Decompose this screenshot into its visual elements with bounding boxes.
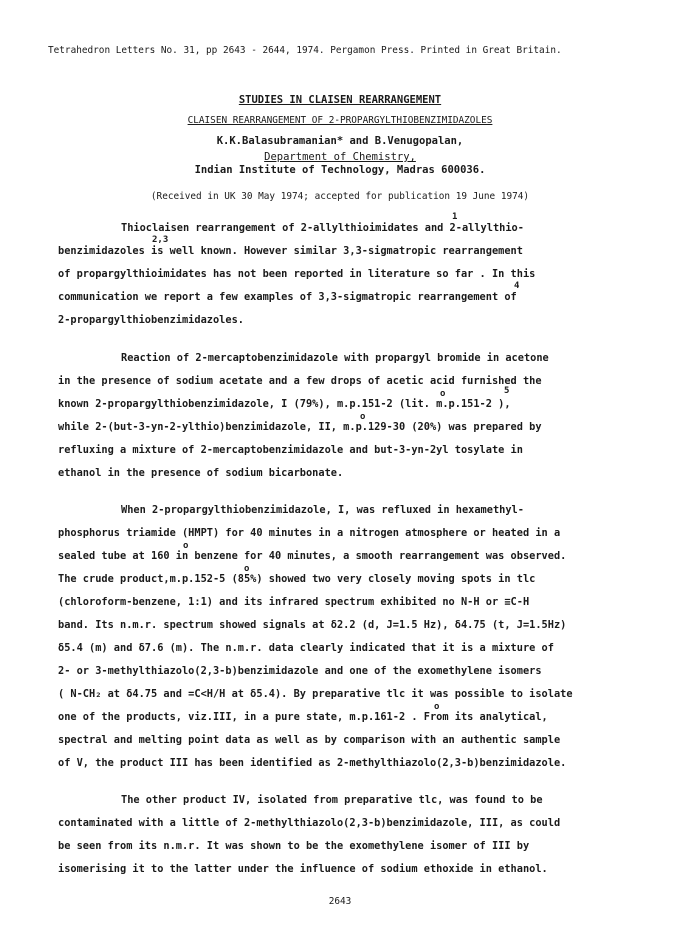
body-line: Reaction of 2-mercaptobenzimidazole with propargyl bromide in acetone <box>121 352 549 364</box>
journal-header: Tetrahedron Letters No. 31, pp 2643 - 2644, 1974. Pergamon Press. Printed in Great Britain. <box>48 45 562 56</box>
degree-superscript: o <box>360 412 366 422</box>
received-dates: (Received in UK 30 May 1974; accepted for publication 19 June 1974) <box>150 191 530 202</box>
body-line: When 2-propargylthiobenzimidazole, I, was refluxed in hexamethyl- <box>121 504 524 516</box>
body-line: (chloroform-benzene, 1:1) and its infrared spectrum exhibited no N-H or ≡C-H <box>58 596 530 608</box>
body-line: be seen from its n.m.r. It was shown to be the exomethylene isomer of III by <box>58 840 530 852</box>
body-line: sealed tube at 160 in benzene for 40 minutes, a smooth rearrangement was observed. <box>58 550 567 562</box>
reference-superscript: 4 <box>514 281 520 291</box>
author-department: Department of Chemistry, <box>264 151 416 163</box>
body-line: 2- or 3-methylthiazolo(2,3-b)benzimidazole and one of the exomethylene isomers <box>58 665 542 677</box>
page-number: 2643 <box>328 896 352 907</box>
body-line: The crude product,m.p.152-5 (85%) showed two very closely moving spots in tlc <box>58 573 536 585</box>
body-line: ( N-CH₂ at δ4.75 and =C<H/H at δ5.4). By preparative tlc it was possible to isolate <box>58 688 573 700</box>
degree-superscript: o <box>244 564 250 574</box>
body-line: known 2-propargylthiobenzimidazole, I (79%), m.p.151-2 (lit. m.p.151-2 ), <box>58 398 511 410</box>
body-line: δ5.4 (m) and δ7.6 (m). The n.m.r. data clearly indicated that it is a mixture of <box>58 642 554 654</box>
reference-superscript: 5 <box>504 386 510 396</box>
body-line: of propargylthioimidates has not been reported in literature so far . In this <box>58 268 536 280</box>
body-line: refluxing a mixture of 2-mercaptobenzimidazole and but-3-yn-2yl tosylate in <box>58 444 523 456</box>
reference-superscript: 2,3 <box>152 235 169 245</box>
body-line: one of the products, viz.III, in a pure state, m.p.161-2 . From its analytical, <box>58 711 548 723</box>
body-line: in the presence of sodium acetate and a few drops of acetic acid furnished the <box>58 375 542 387</box>
degree-superscript: o <box>183 541 189 551</box>
body-line: phosphorus triamide (HMPT) for 40 minutes in a nitrogen atmosphere or heated in a <box>58 527 561 539</box>
degree-superscript: o <box>434 702 440 712</box>
body-line: 2-propargylthiobenzimidazoles. <box>58 314 244 326</box>
paper-subtitle: CLAISEN REARRANGEMENT OF 2-PROPARGYLTHIOBENZIMIDAZOLES <box>187 115 493 126</box>
body-line: isomerising it to the latter under the influence of sodium ethoxide in ethanol. <box>58 863 548 875</box>
body-line: The other product IV, isolated from preparative tlc, was found to be <box>121 794 543 806</box>
author-institute: Indian Institute of Technology, Madras 600036. <box>194 164 486 176</box>
paper-title: STUDIES IN CLAISEN REARRANGEMENT <box>238 94 442 106</box>
author-names: K.K.Balasubramanian* and B.Venugopalan, <box>216 135 464 147</box>
reference-superscript: 1 <box>452 212 458 222</box>
body-line: spectral and melting point data as well as by comparison with an authentic sample <box>58 734 561 746</box>
degree-superscript: o <box>440 389 446 399</box>
body-line: benzimidazoles is well known. However similar 3,3-sigmatropic rearrangement <box>58 245 523 257</box>
body-line: contaminated with a little of 2-methylthiazolo(2,3-b)benzimidazole, III, as could <box>58 817 561 829</box>
body-line: ethanol in the presence of sodium bicarbonate. <box>58 467 344 479</box>
body-line: Thioclaisen rearrangement of 2-allylthioimidates and 2-allylthio- <box>121 222 524 234</box>
body-line: of V, the product III has been identified as 2-methylthiazolo(2,3-b)benzimidazole. <box>58 757 567 769</box>
body-line: band. Its n.m.r. spectrum showed signals at δ2.2 (d, J=1.5 Hz), δ4.75 (t, J=1.5Hz) <box>58 619 567 631</box>
body-line: while 2-(but-3-yn-2-ylthio)benzimidazole, II, m.p.129-30 (20%) was prepared by <box>58 421 542 433</box>
body-line: communication we report a few examples of 3,3-sigmatropic rearrangement of <box>58 291 517 303</box>
